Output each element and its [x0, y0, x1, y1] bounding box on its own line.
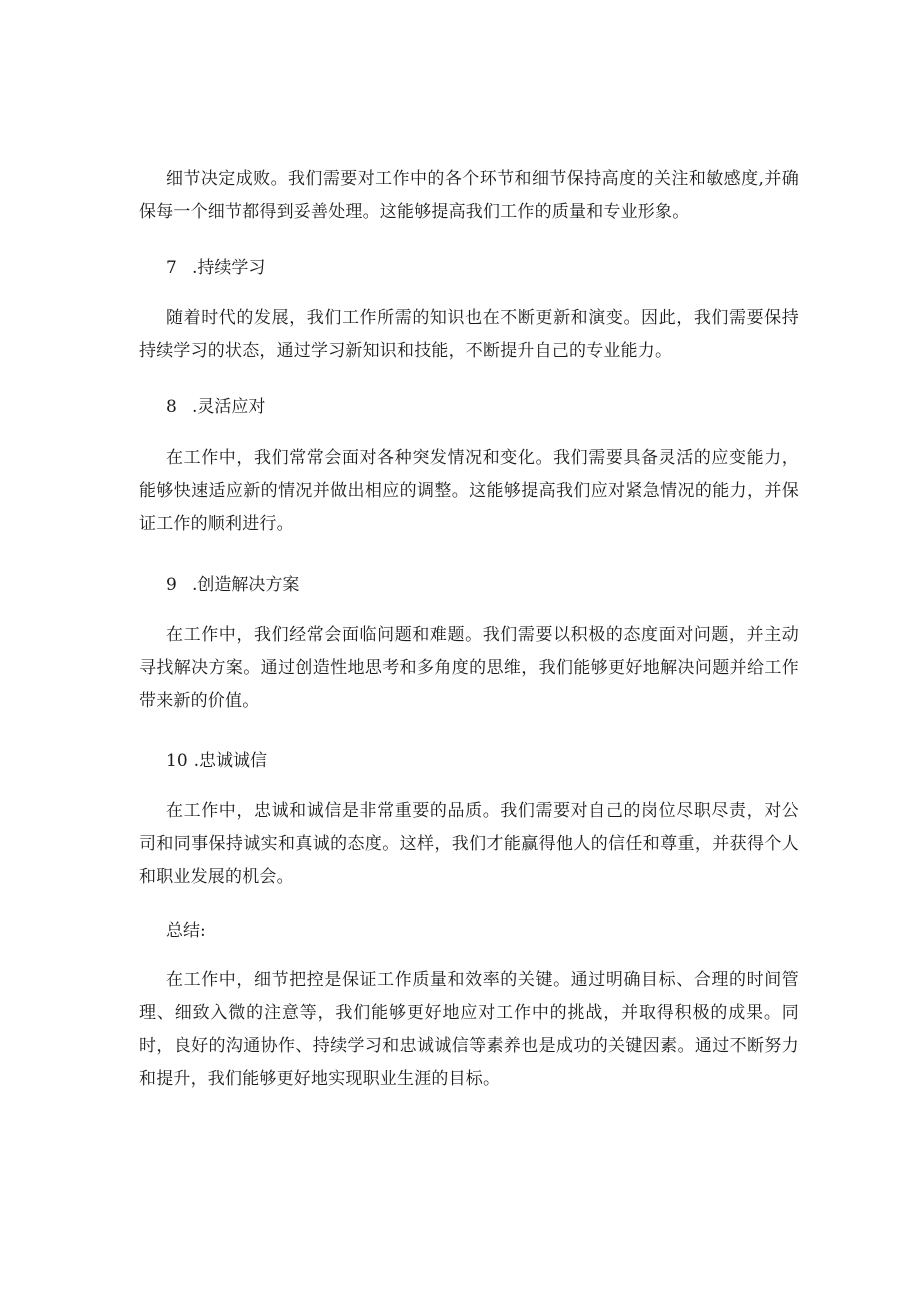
section-body-7: 随着时代的发展，我们工作所需的知识也在不断更新和演变。因此，我们需要保持持续学习的状态，通过学习新知识和技能，不断提升自己的专业能力。 — [139, 308, 799, 361]
section-number: 9 — [166, 575, 177, 595]
section-heading-10 — [166, 745, 267, 778]
section-title: .创造解决方案 — [192, 575, 300, 595]
section-title: .忠诚诚信 — [193, 751, 268, 771]
summary-label: 总结: — [166, 921, 206, 941]
section-body-9: 在工作中，我们经常会面临问题和难题。我们需要以积极的态度面对问题，并主动寻找解决方案。通过创造性地思考和多角度的思维，我们能够更好地解决问题并给工作带来新的价值。 — [139, 625, 799, 711]
section-body-10: 在工作中，忠诚和诚信是非常重要的品质。我们需要对自己的岗位尽职尽责，对公司和同事保持诚实和真诚的态度。这样，我们才能赢得他人的信任和尊重，并获得个人和职业发展的机会。 — [139, 801, 799, 887]
section-number: 7 — [166, 258, 177, 278]
section-number: 8 — [166, 397, 177, 417]
intro-paragraph: 细节决定成败。我们需要对工作中的各个环节和细节保持高度的关注和敏感度,并确保每一个细节都得到妥善处理。这能够提高我们工作的质量和专业形象。 — [139, 169, 799, 222]
section-heading-8 — [166, 391, 265, 424]
section-title: .灵活应对 — [192, 397, 266, 417]
section-number: 10 — [166, 751, 188, 771]
section-title: .持续学习 — [192, 258, 266, 278]
section-heading-7 — [166, 252, 265, 285]
summary-paragraph: 在工作中，细节把控是保证工作质量和效率的关键。通过明确目标、合理的时间管理、细致入微的注意等，我们能够更好地应对工作中的挑战，并取得积极的成果。同时，良好的沟通协作、持续学习和忠诚诚信等素养也是成功的关键因素。通过不断努力和提升，我们能够更好地实现职业生涯的目标。 — [139, 970, 799, 1089]
section-body-8: 在工作中，我们常常会面对各种突发情况和变化。我们需要具备灵活的应变能力，能够快速适应新的情况并做出相应的调整。这能够提高我们应对紧急情况的能力，并保证工作的顺利进行。 — [139, 448, 799, 534]
section-heading-9 — [166, 569, 299, 602]
